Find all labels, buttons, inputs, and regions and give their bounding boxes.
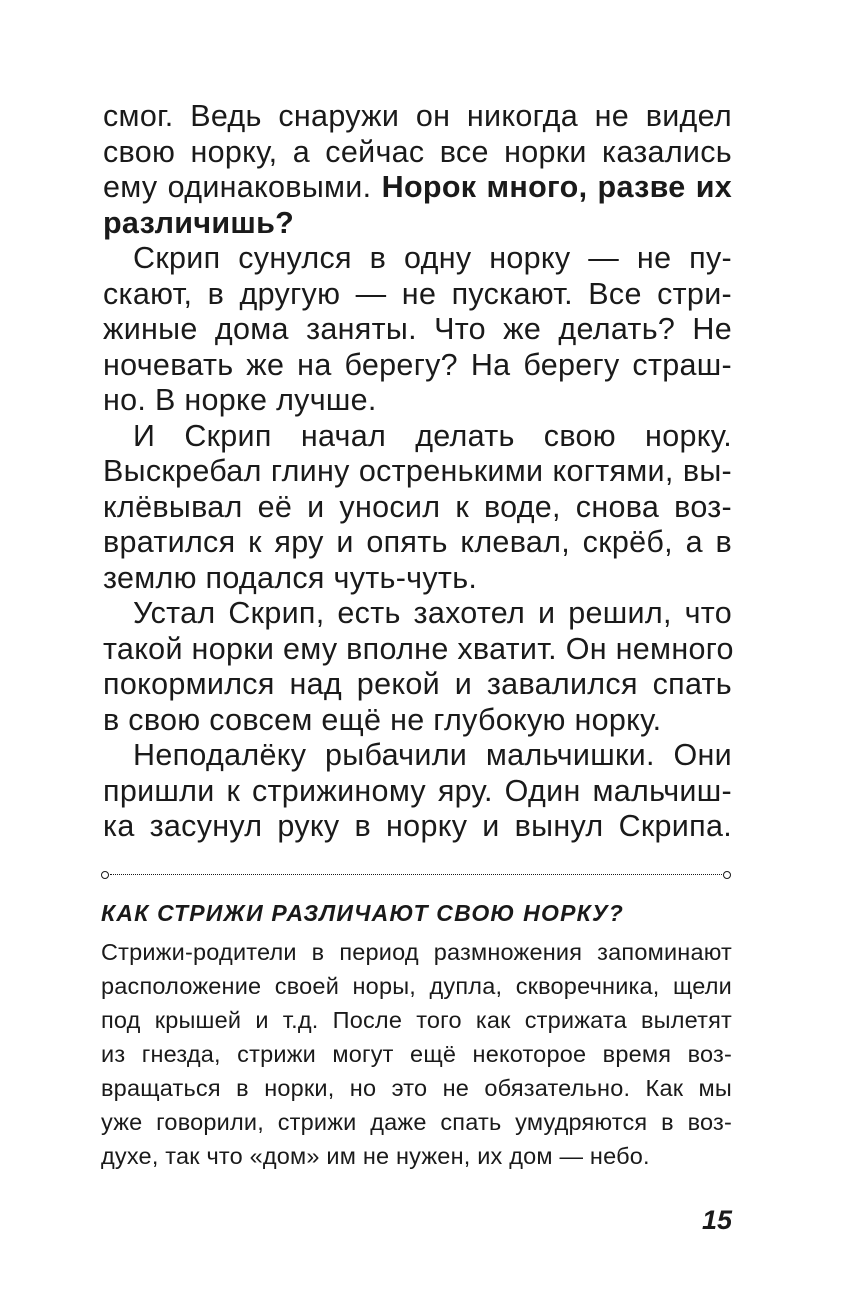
story-line: Неподалёку рыбачили мальчишки. Они <box>133 738 732 772</box>
info-box-line: из гнезда, стрижи могут ещё некоторое время воз- <box>101 1041 732 1067</box>
info-box-title: КАК СТРИЖИ РАЗЛИЧАЮТ СВОЮ НОРКУ? <box>101 900 624 926</box>
story-line: смог. Ведь снаружи он никогда не видел <box>103 99 732 133</box>
story-line: в свою совсем ещё не глубокую норку. <box>103 703 662 737</box>
story-line: такой норки ему вполне хватит. Он немного <box>103 632 734 666</box>
story-line-bold: различишь? <box>103 206 295 240</box>
story-line: Скрип сунулся в одну норку — не пу- <box>133 241 732 275</box>
info-box-line: вращаться в норки, но это не обязательно. Как мы <box>101 1075 732 1101</box>
story-line-text: ему одинаковыми. <box>103 170 372 204</box>
info-box-line: уже говорили, стрижи даже спать умудряются в воз- <box>101 1109 732 1135</box>
story-line: покормился над рекой и завалился спать <box>103 667 732 701</box>
story-line: пришли к стрижиному яру. Один мальчиш- <box>103 774 732 808</box>
story-line: Устал Скрип, есть захотел и решил, что <box>133 596 732 630</box>
dotted-rule <box>110 874 722 875</box>
story-line: ночевать же на берегу? На берегу страш- <box>103 348 732 382</box>
info-box-line: Стрижи-родители в период размножения запоминают <box>101 939 732 965</box>
story-bold-text: Норок много, разве их <box>381 170 733 204</box>
divider-left-dot-icon <box>101 871 109 879</box>
story-line: землю подался чуть-чуть. <box>103 561 478 595</box>
story-line: жиные дома заняты. Что же делать? Не <box>103 312 732 346</box>
story-line: но. В норке лучше. <box>103 383 377 417</box>
story-line: клёвывал её и уносил к воде, снова воз- <box>103 490 732 524</box>
story-line: ка засунул руку в норку и вынул Скрипа. <box>103 809 732 843</box>
info-box-line: расположение своей норы, дупла, скворечника, щели <box>101 973 732 999</box>
page-number: 15 <box>701 1205 732 1235</box>
story-line: вратился к яру и опять клевал, скрёб, а в <box>103 525 732 559</box>
info-box-line: духе, так что «дом» им не нужен, их дом — небо. <box>101 1143 650 1169</box>
story-line: свою норку, а сейчас все норки казались <box>103 135 732 169</box>
story-line: скают, в другую — не пускают. Все стри- <box>103 277 732 311</box>
divider-right-dot-icon <box>723 871 731 879</box>
story-line: И Скрип начал делать свою норку. <box>133 419 732 453</box>
story-line: Выскребал глину остренькими когтями, вы- <box>103 454 732 488</box>
info-box-line: под крышей и т.д. После того как стрижата вылетят <box>101 1007 732 1033</box>
story-line <box>103 170 732 206</box>
section-divider <box>101 871 731 881</box>
